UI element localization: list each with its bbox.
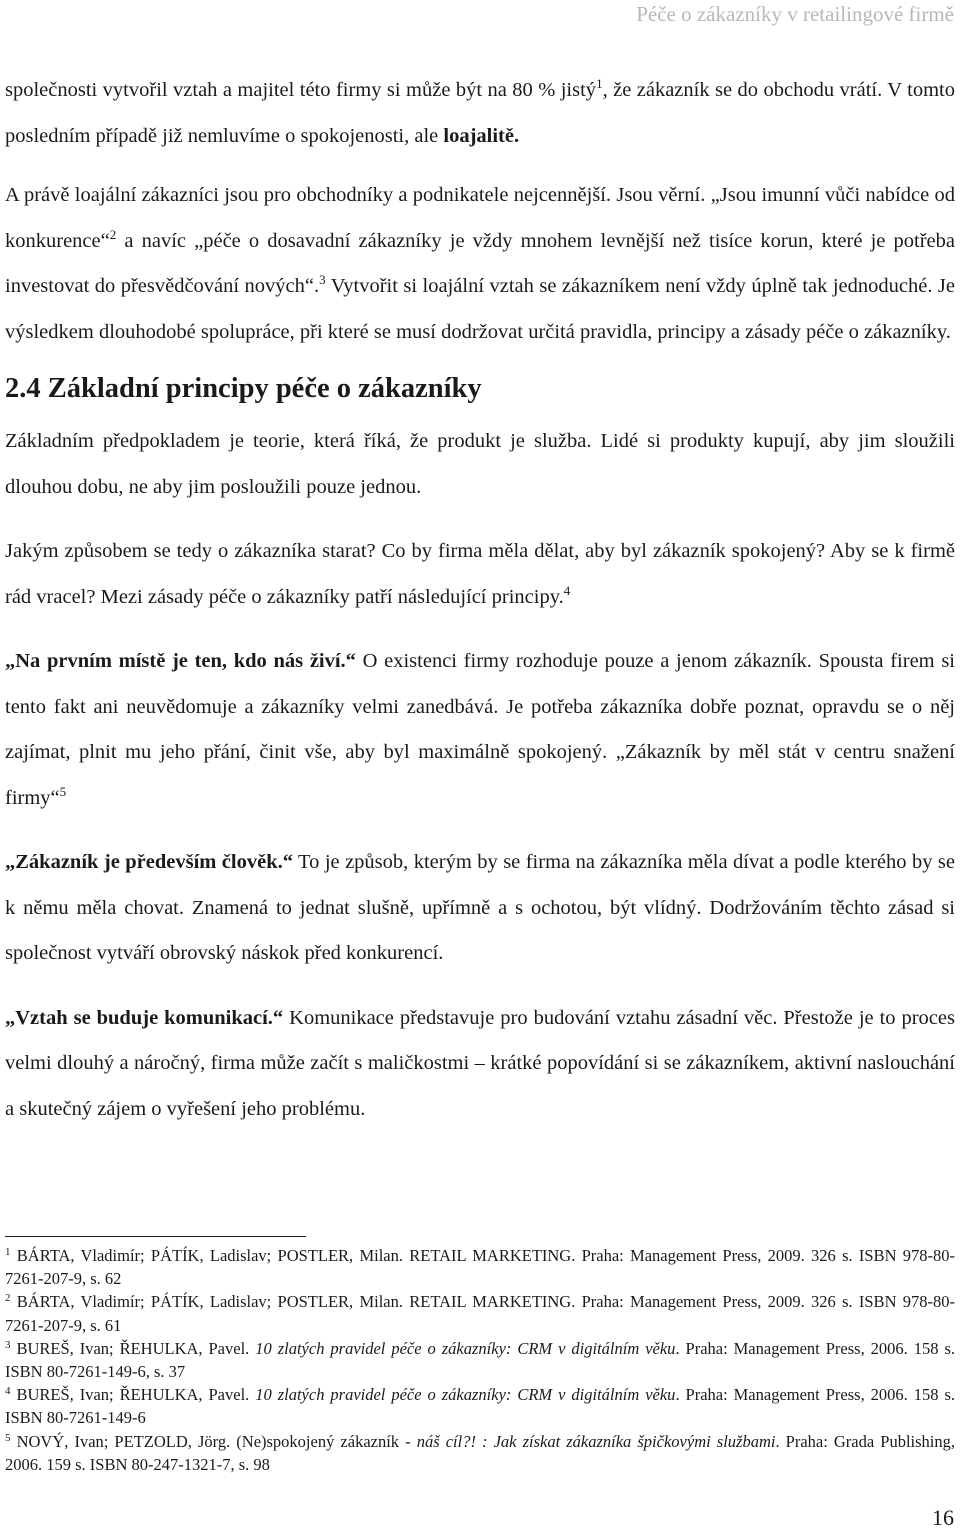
running-header: Péče o zákazníky v retailingové firmě	[636, 2, 954, 26]
text-span: O existenci firmy rozhoduje pouze a jenom zákazník. Spousta firem si tento fakt ani neuvědomuje a zákazníky velmi zanedbává. Je potřeba zákazníka dobře poznat, opravdu se o něj zajímat, plnit mu jeho přání, činit vše, aby byl maximálně spokojený. „Zákazník by měl stát v centru snažení firmy“	[5, 650, 955, 809]
footnote-text: . Praha: Management Press, 2006. 158 s. ISBN 80-7261-149-6, s. 37	[5, 1338, 955, 1382]
footnote-text: . Praha: Management Press, 2006. 158 s. ISBN 80-7261-149-6	[5, 1385, 955, 1428]
footnote-3	[5, 1337, 955, 1383]
footnote-number: 2	[5, 1292, 11, 1305]
footnote-number: 5	[5, 1431, 11, 1444]
paragraph-principle-human	[5, 840, 955, 977]
paragraph-loyal-customers	[5, 173, 955, 355]
text-span: Jakým způsobem se tedy o zákazníka starat? Co by firma měla dělat, aby byl zákazník spokojený? Aby se k firmě rád vracel? Mezi zásady péče o zákazníky patří následující principy.	[5, 540, 955, 608]
footnote-2	[5, 1290, 955, 1336]
footnote-text: BUREŠ, Ivan; ŘEHULKA, Pavel.	[10, 1385, 256, 1405]
footnote-number: 4	[5, 1385, 11, 1398]
footnote-book-title: náš cíl?! : Jak získat zákazníka špičkovými službami	[416, 1431, 776, 1451]
principle-title: „Zákazník je především člověk.“	[5, 851, 293, 873]
text-span: a navíc „péče o dosavadní zákazníky je vždy mnohem levnější než tisíce korun, které je potřeba investovat do přesvědčování nových“.	[5, 229, 955, 297]
bold-term: loajalitě.	[443, 124, 520, 147]
footnote-text: BUREŠ, Ivan; ŘEHULKA, Pavel.	[10, 1338, 256, 1358]
footnote-ref[interactable]: 4	[563, 582, 571, 598]
footnote-ref[interactable]: 1	[596, 76, 603, 91]
paragraph-principle-first-place	[5, 639, 955, 821]
text-span: společnosti vytvořil vztah a majitel této firmy si může být na 80 % jistý	[5, 79, 597, 101]
footnote-5	[5, 1430, 955, 1476]
footnote-text: BÁRTA, Vladimír; PÁTÍK, Ladislav; POSTLER, Milan. RETAIL MARKETING. Praha: Management Press, 2009. 326 s. ISBN 978-80-7261-207-9, s. 61	[5, 1292, 955, 1335]
paragraph-loyalty-intro	[5, 68, 955, 159]
paragraph-principle-communication	[5, 996, 955, 1133]
footnote-book-title: 10 zlatých pravidel péče o zákazníky: CRM v digitálním věku	[255, 1385, 676, 1405]
footnote-text: NOVÝ, Ivan; PETZOLD, Jörg. (Ne)spokojený zákazník -	[10, 1431, 417, 1451]
footnote-4	[5, 1383, 955, 1429]
paragraph-how-to-care	[5, 529, 955, 620]
text-span: A právě loajální zákazníci jsou pro obchodníky a podnikatele nejcennější. Jsou věrní. „Jsou imunní vůči nabídce od konkurence“	[5, 184, 955, 252]
footnote-separator	[5, 1236, 306, 1237]
footnote-number: 1	[5, 1246, 11, 1258]
text-span: Vytvořit si loajální vztah se zákazníkem není vždy úplně tak jednoduché. Je výsledkem dlouhodobé spolupráce, při které se musí dodržovat určitá pravidla, principy a zásady péče o zákazníky.	[5, 275, 956, 343]
footnote-text: . Praha: Grada Publishing, 2006. 159 s. ISBN 80-247-1321-7, s. 98	[5, 1431, 956, 1474]
page-number: 16	[932, 1505, 954, 1530]
footnote-book-title: 10 zlatých pravidel péče o zákazníky: CRM v digitálním věku	[255, 1338, 676, 1358]
text-span: Komunikace představuje pro budování vztahu zásadní věc. Přestože je to proces velmi dlouhý a náročný, firma může začít s maličkostmi – krátké popovídání si se zákazníkem, aktivní naslouchání a skutečný zájem o vyřešení jeho problému.	[5, 1006, 955, 1120]
footnote-number: 3	[5, 1338, 11, 1351]
footnote-text: BÁRTA, Vladimír; PÁTÍK, Ladislav; POSTLER, Milan. RETAIL MARKETING. Praha: Management Press, 2009. 326 s. ISBN 978-80-7261-207-9, s. 62	[5, 1246, 955, 1289]
footnote-ref[interactable]: 5	[59, 783, 67, 799]
text-span: To je způsob, kterým by se firma na zákazníka měla dívat a podle kterého by se k němu měla chovat. Znamená to jednat slušně, upřímně a s ochotou, být vlídný. Dodržováním těchto zásad si společnost vytváří obrovský náskok před konkurencí.	[5, 851, 955, 964]
paragraph-product-service: Základním předpokladem je teorie, která říká, že produkt je služba. Lidé si produkty kupují, aby jim sloužili dlouhou dobu, ne aby jim posloužili pouze jednou.	[5, 430, 955, 498]
footnote-1	[5, 1244, 955, 1290]
section-heading: 2.4 Základní principy péče o zákazníky	[5, 373, 482, 404]
footnote-ref[interactable]: 2	[109, 226, 117, 242]
footnotes	[5, 1244, 955, 1476]
footnote-ref[interactable]: 3	[319, 272, 326, 287]
principle-title: „Vztah se buduje komunikací.“	[5, 1006, 284, 1029]
page-body	[5, 68, 955, 1132]
principle-title: „Na prvním místě je ten, kdo nás živí.“	[5, 650, 356, 672]
text-span: , že zákazník se do obchodu vrátí. V tomto posledním případě již nemluvíme o spokojenosti, ale	[5, 79, 955, 147]
